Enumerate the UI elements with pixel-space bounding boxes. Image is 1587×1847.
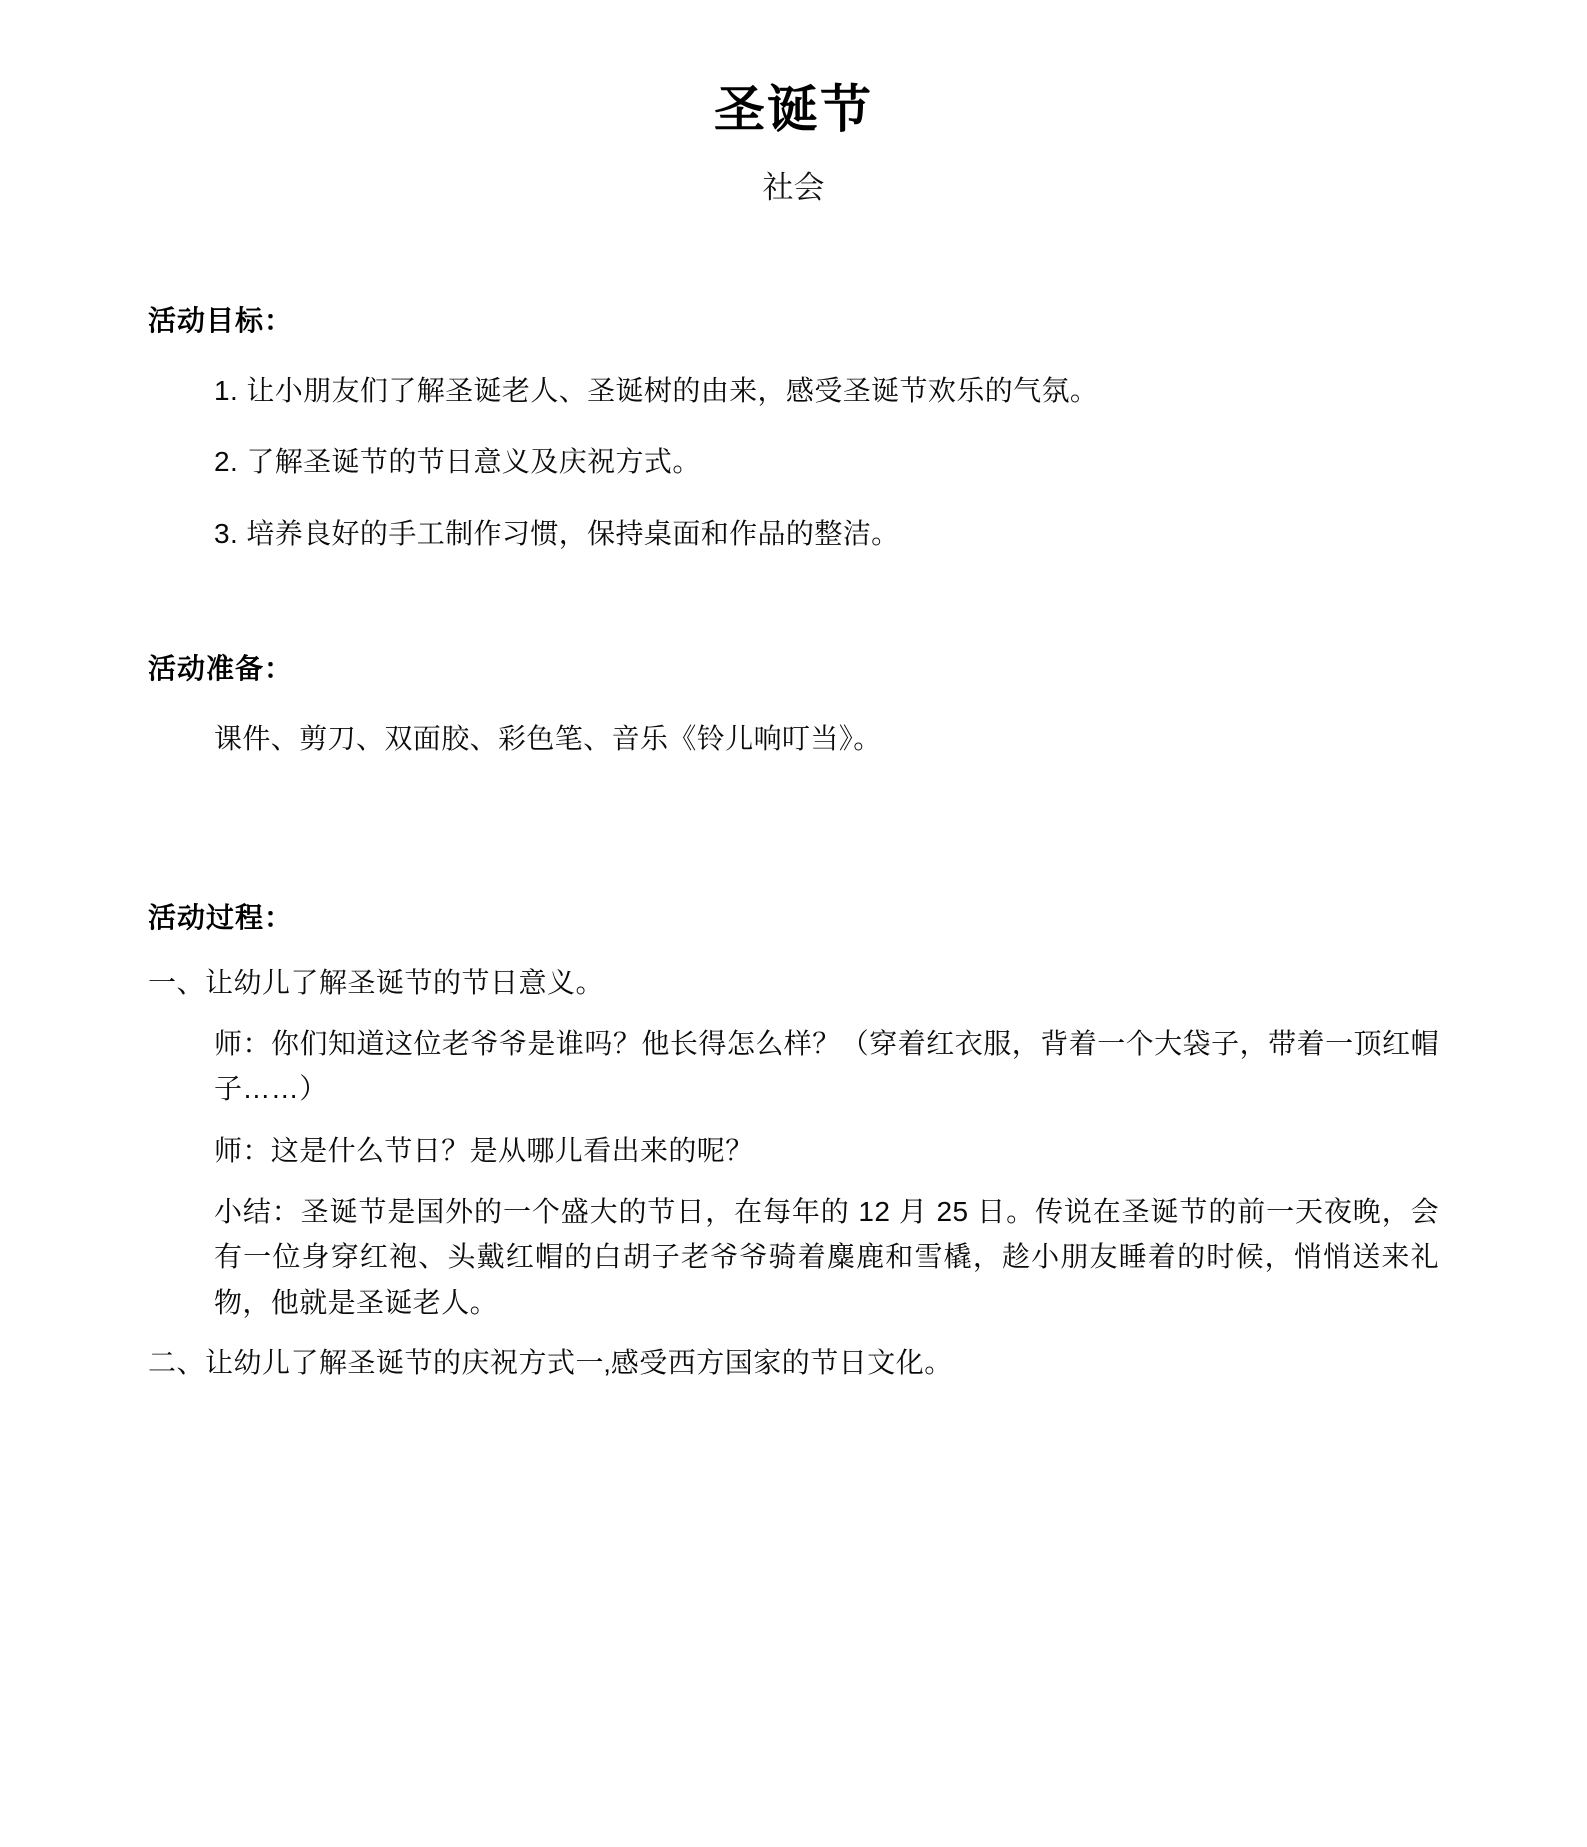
process-dialogue-2: 师：这是什么节日？是从哪儿看出来的呢？: [214, 1134, 754, 1166]
spacer-after-preparation: [148, 761, 1439, 853]
section-heading-objectives: 活动目标：: [148, 305, 294, 337]
spacer-after-header: [148, 208, 1439, 300]
page-title: 圣诞节: [713, 81, 873, 138]
spacer-after-objectives: [148, 556, 1439, 648]
page-subtitle: 社会: [762, 169, 825, 205]
objective-item-1: 1. 让小朋友们了解圣诞老人、圣诞树的由来，感受圣诞节欢乐的气氛。: [214, 375, 1099, 407]
process-dialogue-1: 师：你们知道这位老爷爷是谁吗？他长得怎么样？（穿着红衣服，背着一个大袋子，带着一顶红帽子……）: [214, 1027, 1439, 1105]
process-step-two: 二、让幼儿了解圣诞节的庆祝方式一‚感受西方国家的节日文化。: [148, 1347, 953, 1379]
spacer-after-preparation-2: [148, 853, 1439, 897]
process-step-one: 一、让幼儿了解圣诞节的节日意义。: [148, 967, 605, 999]
section-heading-preparation: 活动准备：: [148, 653, 294, 685]
objective-item-3: 3. 培养良好的手工制作习惯，保持桌面和作品的整洁。: [214, 517, 900, 549]
preparation-item-1: 课件、剪刀、双面胶、彩色笔、音乐《铃儿响叮当》。: [214, 723, 882, 755]
process-summary: 小结：圣诞节是国外的一个盛大的节日，在每年的 12 月 25 日。传说在圣诞节的前一天夜晚，会有一位身穿红袍、头戴红帽的白胡子老爷爷骑着麋鹿和雪橇，趁小朋友睡着的时候，悄悄送来礼物，他就是圣诞老人。: [214, 1195, 1439, 1318]
objective-item-2: 2. 了解圣诞节的节日意义及庆祝方式。: [214, 446, 701, 478]
section-heading-process: 活动过程：: [148, 902, 294, 934]
spacer-before-step-one: [148, 939, 1439, 961]
